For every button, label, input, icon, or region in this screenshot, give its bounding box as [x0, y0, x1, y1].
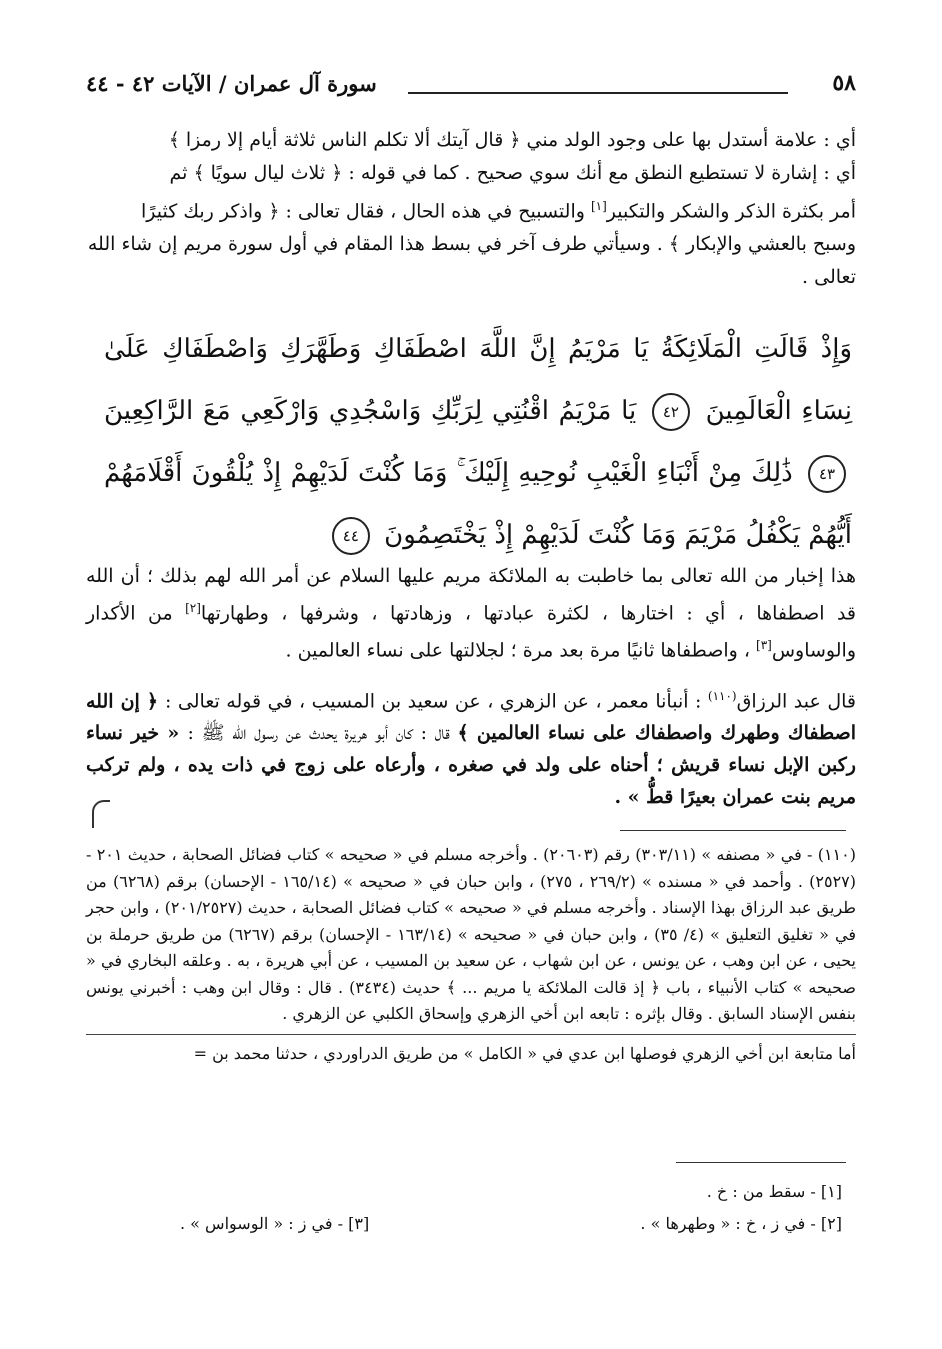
editor-notes: [180, 1176, 842, 1240]
intro-text: والتسبيح في هذه الحال ، فقال تعالى : ﴿ واذكر ربك كثيرًا: [141, 200, 591, 223]
commentary-paragraph: [86, 560, 856, 667]
intro-line: أي : إشارة لا تستطيع النطق مع أنك سوي صحيح . كما في قوله : ﴿ ثلاث ليال سويًا ﴾ ثم: [169, 162, 856, 184]
verse-text: يَا مَرْيَمُ اقْنُتِي لِرَبِّكِ وَاسْجُدِي وَارْكَعِي مَعَ الرَّاكِعِينَ: [104, 396, 637, 426]
intro-paragraph: [86, 124, 856, 294]
editor-note: [١] - سقط من : خ .: [706, 1182, 842, 1201]
ayah-number-43: ٤٣: [808, 455, 846, 493]
editor-notes-row: [180, 1176, 842, 1208]
text-run: ، واصطفاها ثانيًا مرة بعد مرة ؛ لجلالتها على نساء العالمين .: [285, 639, 757, 662]
ayah-number-44: ٤٤: [332, 517, 370, 555]
footnote-rule: [620, 830, 846, 831]
page-header: [86, 56, 856, 96]
quran-verses: [104, 318, 852, 566]
quoted-verse: ﴿ إن الله اصطفاك وطهرك واصطفاك على نساء العالمين ﴾: [86, 690, 856, 745]
footnote-ref: (١١٠): [707, 689, 737, 703]
footnote-110: (١١٠) - في « مصنفه » (٣٠٣/١١) رقم (٢٠٦٠٣) . وأخرجه مسلم في « صحيحه » كتاب فضائل الصحابة ، حديث ٢٠١ - (٢٥٢٧) . وأحمد في « مسنده » (٢٦٩/٢ ، ٢٧٥) ، وابن حبان في « صحيحه » (١٦٥/١٤ - الإحسان) برقم (٦٢٦٨) من طريق عبد الرزاق بهذا الإسناد . وأخرجه مسلم في « صحيحه » كتاب فضائل الصحابة ، حديث (٢٠١/٢٥٢٧) ، وابن حجر في « تغليق التعليق » (٤/ ٣٥) ، وابن حبان في « صحيحه » (١٦٣/١٤ - الإحسان) برقم (٦٢٦٧) من طريق حرملة بن يحيى ، عن ابن وهب ، عن يونس ، عن ابن شهاب ، عن سعيد بن المسيب ، عن أبي هريرة ، به . وعلقه البخاري في « صحيحه » كتاب الأنبياء ، باب ﴿ إذ قالت الملائكة يا مريم ... ﴾ حديث (٣٤٣٤) . قال : وقال ابن وهب : أخبرني يونس بنفس الإسناد السابق . وقال بإثره : تابعه ابن أخي الزهري وإسحاق الكلبي عن الزهري .: [86, 845, 857, 1023]
editor-note-mark: [٣]: [756, 638, 772, 653]
sura-title: سورة آل عمران / الآيات ٤٢ - ٤٤: [86, 71, 377, 96]
intro-line: وسبح بالعشي والإبكار ﴾ . وسيأتي طرف آخر في بسط هذا المقام في أول سورة مريم إن شاء الله: [87, 233, 856, 256]
editor-notes-rule: [676, 1162, 846, 1163]
editor-note-mark: [١]: [590, 199, 607, 213]
ayah-number-42: ٤٢: [652, 393, 690, 431]
editor-note: [٣] - في ز : « الوسواس » .: [180, 1214, 370, 1233]
commentary-text: [86, 560, 856, 667]
bracket-mark: [92, 800, 110, 828]
text-run: : أنبأنا معمر ، عن الزهري ، عن سعيد بن المسيب ، في قوله تعالى :: [165, 690, 708, 713]
footnote-continuation: أما متابعة ابن أخي الزهري فوصلها ابن عدي في « الكامل » من طريق الدراوردي ، حدثنا محمد بن =: [193, 1043, 856, 1063]
page-number: ٥٨: [832, 70, 856, 96]
footnotes: [86, 842, 856, 1067]
intro-text: أمر بكثرة الذكر والشكر والتكبير: [606, 200, 856, 223]
text-run: من الأكدار والوساوس: [86, 602, 856, 662]
verse-text: وَإِذْ قَالَتِ الْمَلَائِكَةُ يَا مَرْيَمُ إِنَّ اللَّهَ اصْطَفَاكِ وَطَهَّرَكِ وَاصْطَفَاكِ عَلَىٰ نِسَاءِ الْعَالَمِينَ: [104, 334, 853, 426]
editor-notes-row: [180, 1208, 842, 1240]
footnote-divider: [86, 1034, 856, 1035]
verse-text: ذَٰلِكَ مِنْ أَنْبَاءِ الْغَيْبِ نُوحِيهِ إِلَيْكَ ۚ وَمَا كُنْتَ لَدَيْهِمْ إِذْ يُلْقُونَ أَقْلَامَهُمْ أَيُّهُمْ يَكْفُلُ مَرْيَمَ وَمَا كُنْتَ لَدَيْهِمْ إِذْ يَخْتَصِمُونَ: [104, 458, 852, 550]
intro-line: تعالى .: [802, 266, 856, 289]
header-rule: [408, 92, 788, 94]
text-run: قال عبد الرزاق: [736, 690, 856, 713]
hadith-quote: « خير نساء ركبن الإبل نساء قريش ؛ أحناه على ولد في صغره ، وأرعاه على زوج في ذات يده ، ولم تركب مريم بنت عمران بعيرًا قطُّ » .: [86, 722, 856, 809]
editor-note-mark: [٢]: [185, 601, 201, 615]
hadith-text: [86, 680, 856, 813]
editor-note: [٢] - في ز ، خ : « وطهرها » .: [640, 1214, 842, 1233]
intro-line: [86, 190, 856, 228]
intro-line: أي : علامة أستدل بها على وجود الولد مني ﴿ قال آيتك ألا تكلم الناس ثلاثة أيام إلا رمزا ﴾: [168, 129, 856, 151]
text-run: هذا إخبار من الله تعالى بما خاطبت به الملائكة مريم عليها السلام عن أمر الله لهم بذلك ؛ أن الله قد اصطفاها ، أي : اختارها ، لكثرة عبادتها ، وزهادتها ، وشرفها ، وطهارتها: [86, 565, 857, 625]
text-run: قال : كان أبو هريرة يحدث عن رسول الله ﷺ :: [187, 722, 458, 745]
hadith-paragraph: [86, 680, 856, 813]
